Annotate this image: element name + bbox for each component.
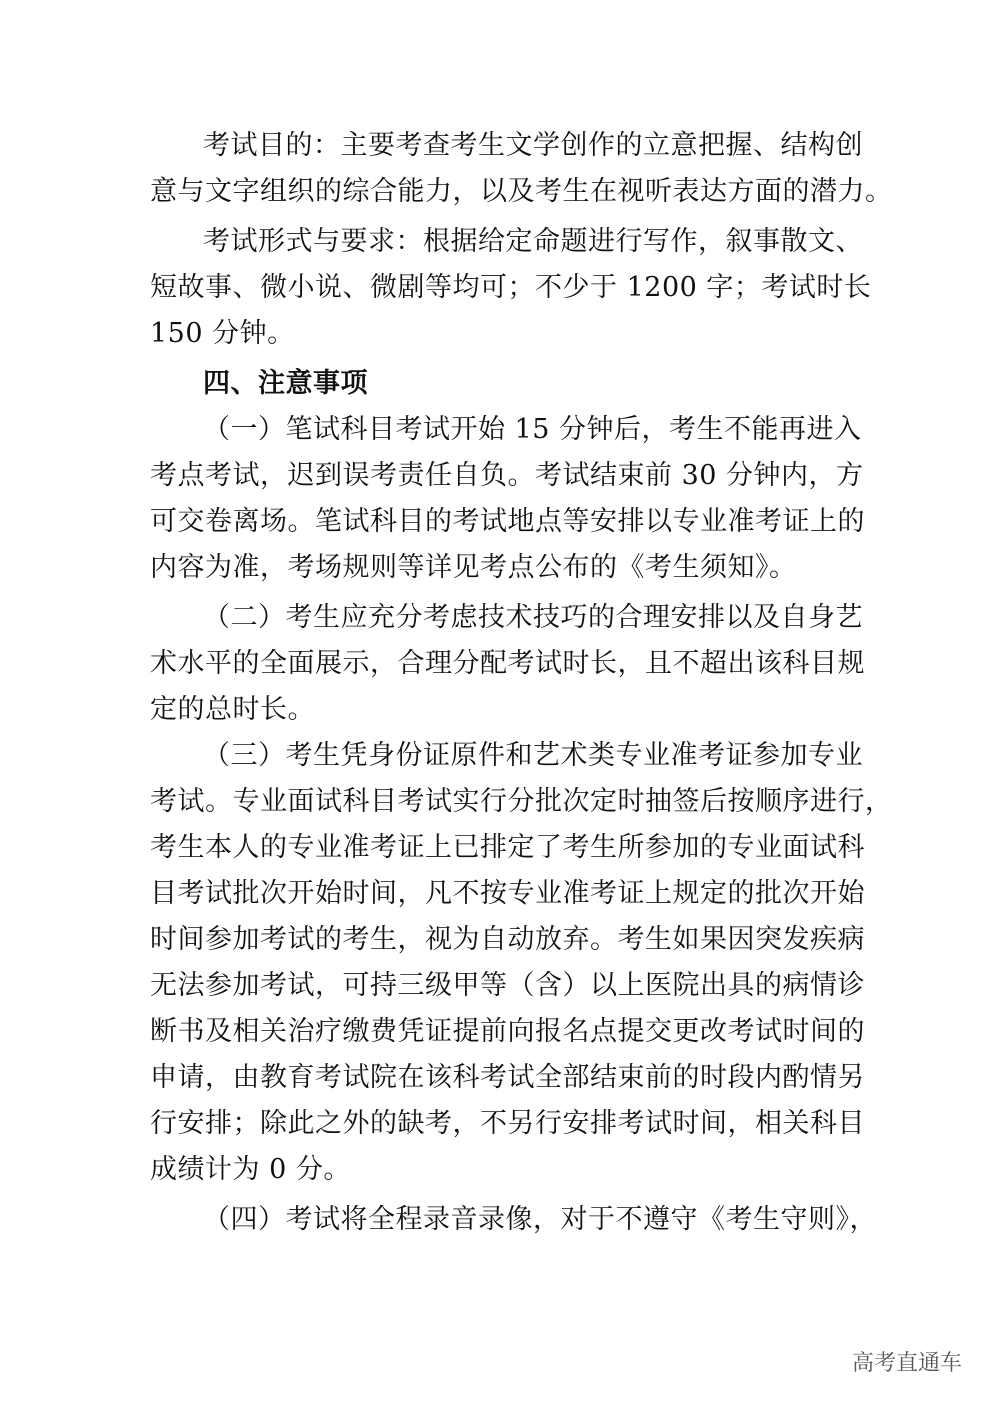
watermark-text: 高考直通车 xyxy=(852,1351,963,1376)
text-line: 意与文字组织的综合能力，以及考生在视听表达方面的潜力。 xyxy=(150,176,893,207)
text-line: （二）考生应充分考虑技术技巧的合理安排以及自身艺 xyxy=(203,602,863,633)
text-line: 术水平的全面展示，合理分配考试时长，且不超出该科目规 xyxy=(150,648,865,679)
text-line: 目考试批次开始时间，凡不按专业准考证上规定的批次开始 xyxy=(150,878,865,909)
text-line: 150 分钟。 xyxy=(150,318,295,349)
text-line: 申请，由教育考试院在该科考试全部结束前的时段内酌情另 xyxy=(150,1062,865,1093)
text-line: （三）考生凭身份证原件和艺术类专业准考证参加专业 xyxy=(203,740,863,771)
text-line: 时间参加考试的考生，视为自动放弃。考生如果因突发疾病 xyxy=(150,924,865,955)
text-line: 无法参加考试，可持三级甲等（含）以上医院出具的病情诊 xyxy=(150,970,865,1001)
text-line: 考点考试，迟到误考责任自负。考试结束前 30 分钟内，方 xyxy=(150,460,864,491)
text-line: 考生本人的专业准考证上已排定了考生所参加的专业面试科 xyxy=(150,832,865,863)
text-line: 定的总时长。 xyxy=(150,694,315,725)
text-line: （一）笔试科目考试开始 15 分钟后，考生不能再进入 xyxy=(203,414,862,445)
text-line: 行安排；除此之外的缺考，不另行安排考试时间，相关科目 xyxy=(150,1108,865,1139)
text-line: 可交卷离场。笔试科目的考试地点等安排以专业准考证上的 xyxy=(150,506,865,537)
text-line: 内容为准，考场规则等详见考点公布的《考生须知》。 xyxy=(150,552,797,583)
text-line: 短故事、微小说、微剧等均可；不少于 1200 字；考试时长 xyxy=(150,272,872,303)
text-line: 断书及相关治疗缴费凭证提前向报名点提交更改考试时间的 xyxy=(150,1016,865,1047)
text-line: 考试形式与要求：根据给定命题进行写作，叙事散文、 xyxy=(203,226,863,257)
text-line: 考试。专业面试科目考试实行分批次定时抽签后按顺序进行， xyxy=(150,786,893,817)
text-line: 成绩计为 0 分。 xyxy=(150,1154,351,1185)
text-line: （四）考试将全程录音录像，对于不遵守《考生守则》， xyxy=(203,1204,877,1235)
section-heading: 四、注意事项 xyxy=(203,368,368,399)
text-line: 考试目的：主要考查考生文学创作的立意把握、结构创 xyxy=(203,130,863,161)
